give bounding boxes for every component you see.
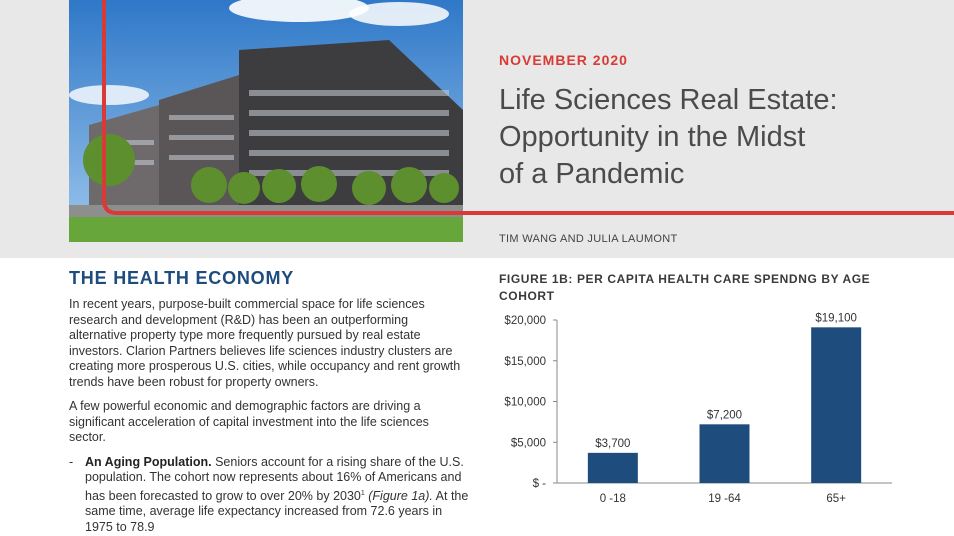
- main-text-column: [69, 268, 469, 535]
- bar-chart: [494, 306, 894, 511]
- bar: [811, 327, 861, 483]
- footnote-marker[interactable]: 1: [360, 489, 365, 497]
- body-paragraph: A few powerful economic and demographic factors are driving a significant acceleration of capital investment into the life sciences sector.: [69, 399, 429, 444]
- x-tick-label: 19 -64: [708, 493, 741, 505]
- publication-date: NOVEMBER 2020: [499, 52, 628, 68]
- title-line: of a Pandemic: [499, 158, 685, 190]
- figure-reference: (Figure 1a).: [364, 488, 433, 503]
- bullet-text: Seniors account for a rising share of the U.S. population. The cohort now represents about 16% of Americans and has been forecasted to grow to over 20% by 2030: [85, 454, 464, 503]
- data-label: $19,100: [815, 312, 857, 325]
- y-tick-label: $10,000: [504, 396, 546, 409]
- title-line: Opportunity in the Midst: [499, 121, 806, 153]
- building-photo: [69, 0, 463, 242]
- authors: TIM WANG AND JULIA LAUMONT: [499, 233, 678, 245]
- bullet-item: [69, 455, 469, 536]
- x-tick-label: 65+: [826, 493, 846, 505]
- section-heading: THE HEALTH ECONOMY: [69, 268, 295, 288]
- figure-title: FIGURE 1B: PER CAPITA HEALTH CARE SPENDNG BY AGE COHORT: [499, 272, 871, 303]
- x-tick-label: 0 -18: [599, 493, 626, 505]
- body-paragraph: In recent years, purpose-built commercial space for life sciences research and development (R&D) has been an outperforming alternative property type more frequently pursued by real estate investors. Clarion Partners believes life sciences industry clusters are creating more prosperous U.S. cities, while occupancy and rent growth trends have been robust for property owners.: [69, 297, 461, 389]
- hero-banner: [0, 0, 954, 258]
- bullet-lead: An Aging Population.: [85, 454, 212, 469]
- bullet-text: At the same time, average life expectancy increased from 72.6 years in 1975 to 78.9: [85, 488, 469, 534]
- y-tick-label: $15,000: [504, 355, 546, 368]
- y-tick-label: $20,000: [504, 315, 546, 327]
- y-tick-label: $ -: [532, 478, 546, 490]
- title-line: Life Sciences Real Estate:: [499, 84, 838, 116]
- bullet-dash: -: [69, 454, 74, 469]
- data-label: $3,700: [595, 437, 631, 450]
- y-tick-label: $5,000: [510, 437, 546, 450]
- bar: [588, 453, 638, 483]
- data-label: $7,200: [706, 409, 743, 422]
- bar: [700, 424, 750, 483]
- page-title: [499, 82, 919, 193]
